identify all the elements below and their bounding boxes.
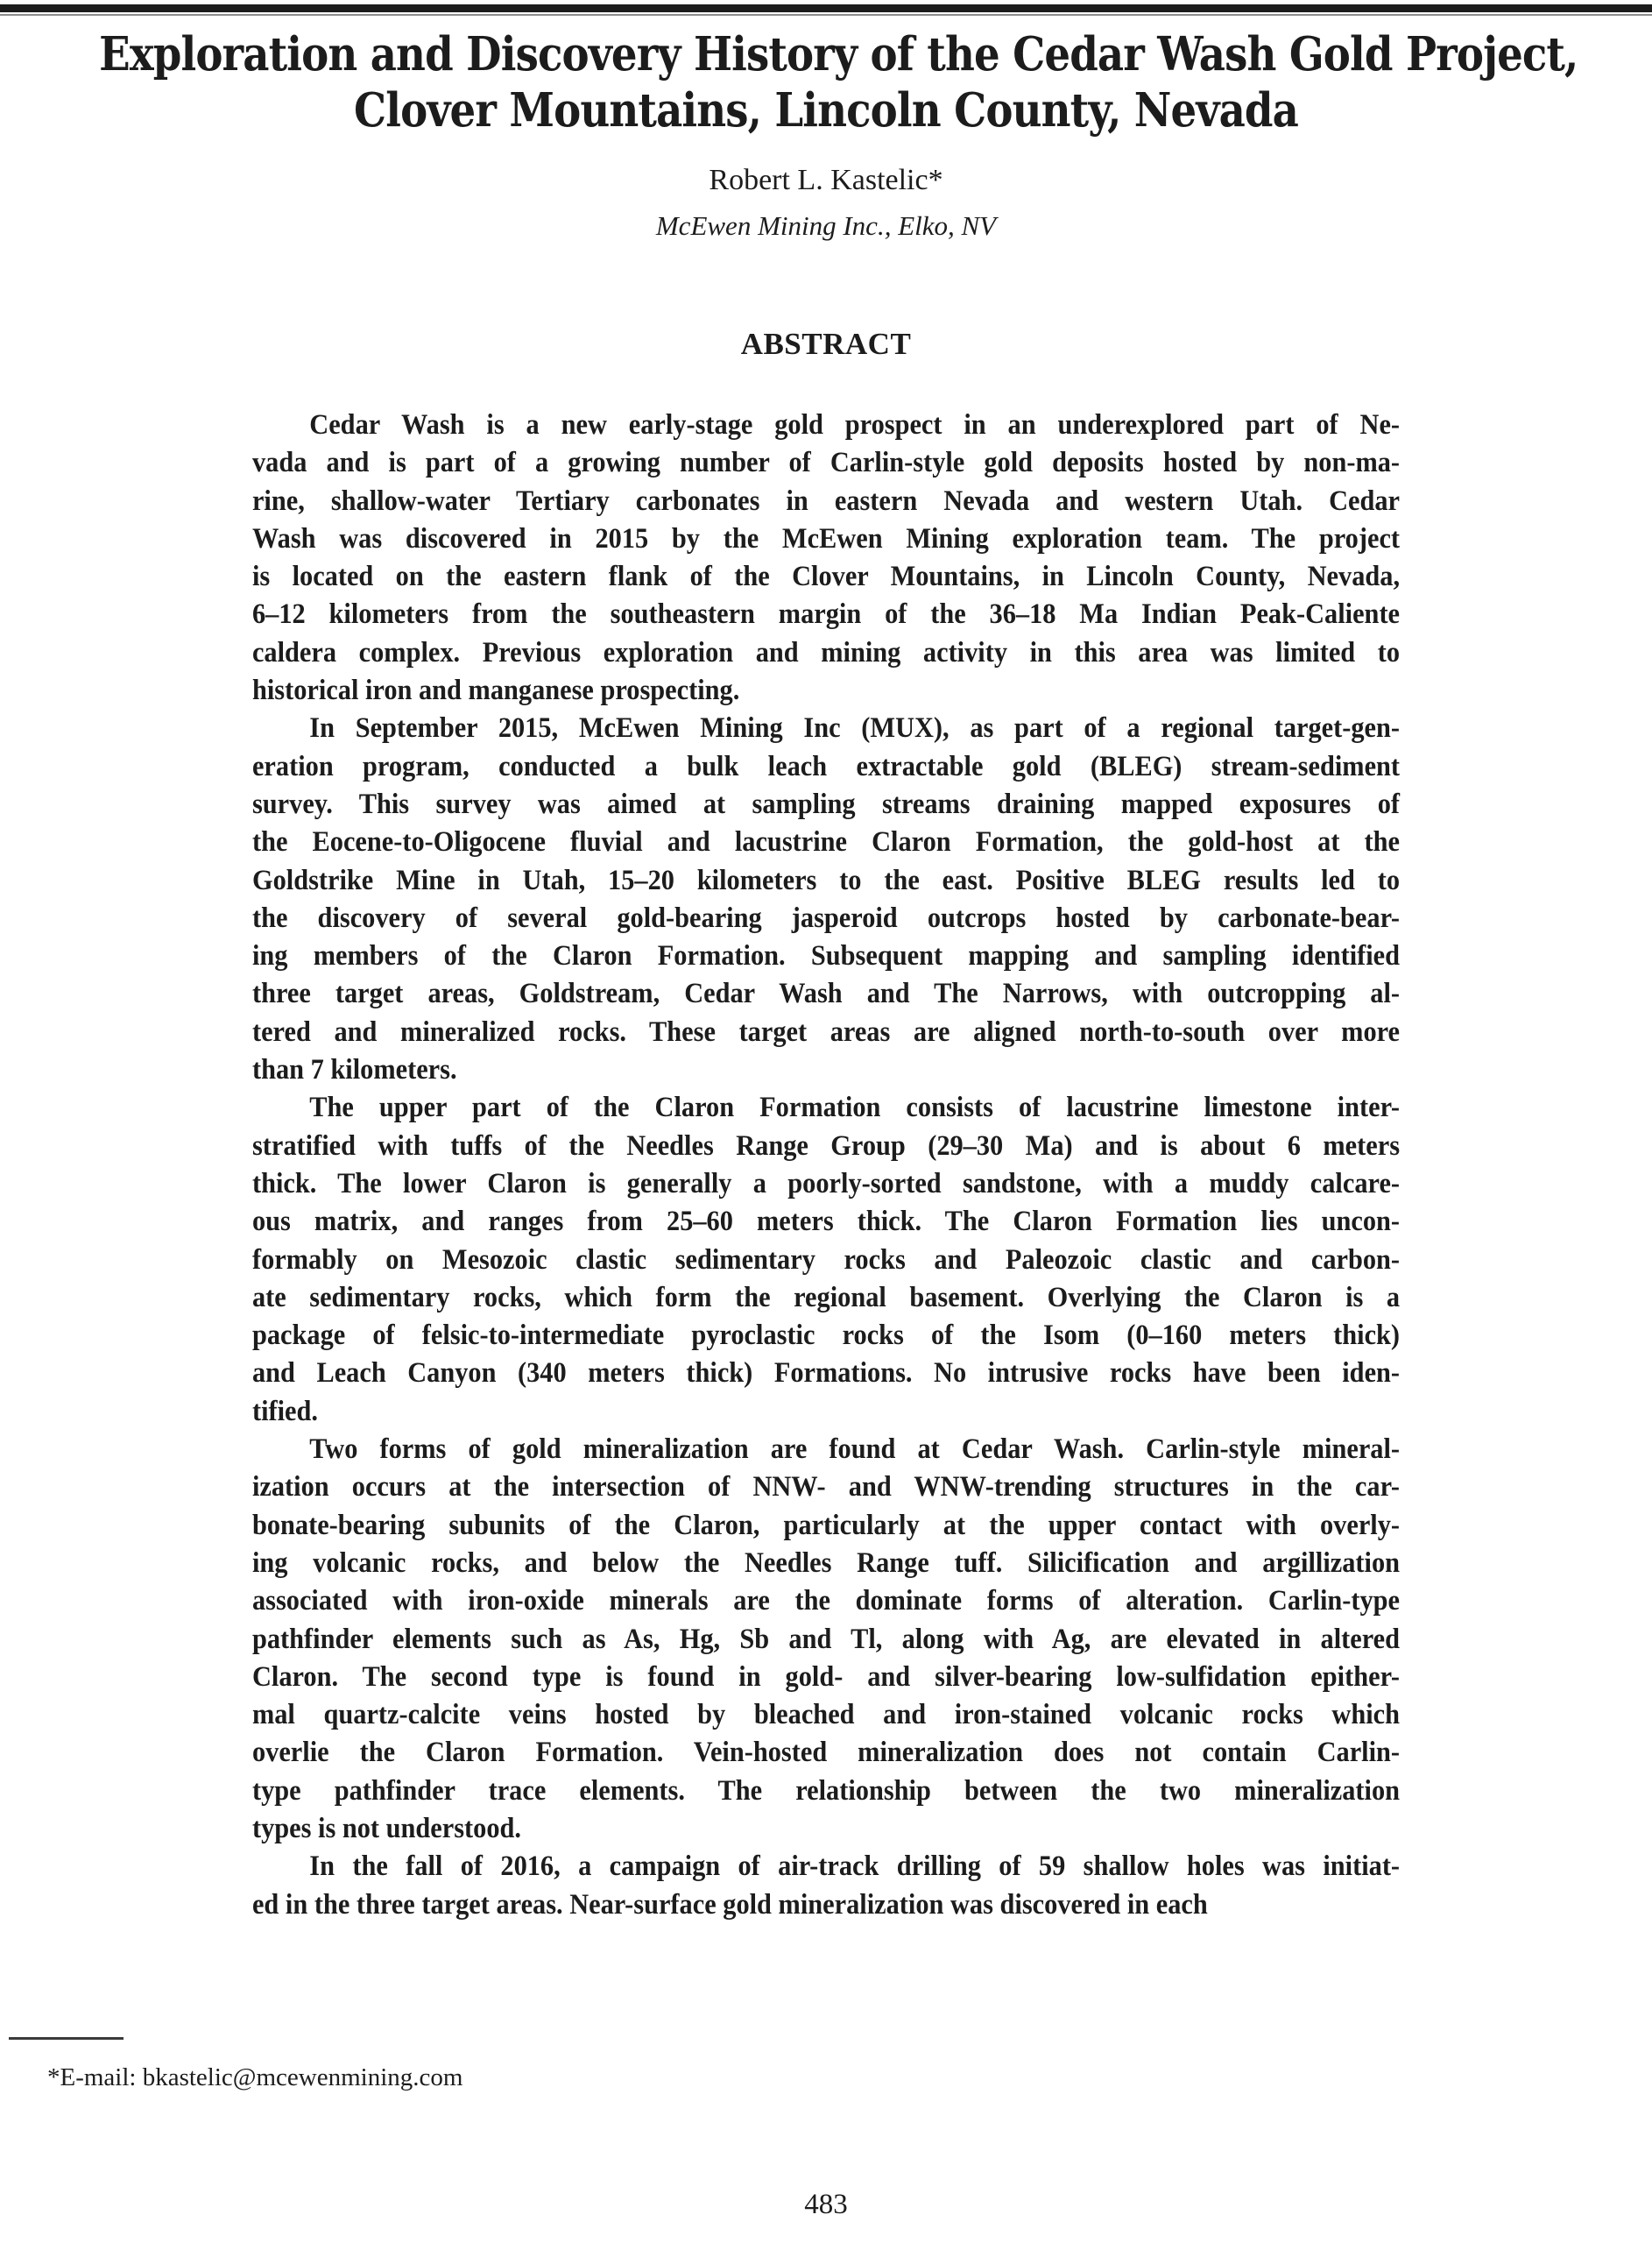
footnote-email: *E-mail: bkastelic@mcewenmining.com <box>47 2063 463 2091</box>
text-line: is located on the eastern flank of the Clover Mountains, in Lincoln County, Nevada, <box>251 561 1401 593</box>
text-line: Goldstrike Mine in Utah, 15–20 kilometers to the east. Positive BLEG results led to <box>251 864 1401 896</box>
text-line: Claron. The second type is found in gold- and silver-bearing low-sulfidation epither- <box>251 1660 1401 1693</box>
text-line: package of felsic-to-intermediate pyroclastic rocks of the Isom (0–160 meters thick) <box>251 1320 1401 1352</box>
text-line: In September 2015, McEwen Mining Inc (MUX), as part of a regional target-gen- <box>309 712 1401 745</box>
text-line: In the fall of 2016, a campaign of air-track drilling of 59 shallow holes was initiat- <box>309 1850 1401 1883</box>
page-number: 483 <box>804 2189 848 2220</box>
text-line: ed in the three target areas. Near-surface gold mineralization was discovered in each <box>251 1888 1208 1921</box>
text-line: stratified with tuffs of the Needles Range Group (29–30 Ma) and is about 6 meters <box>251 1129 1401 1162</box>
abstract-paragraph <box>252 407 1400 710</box>
paper-title-line-2: Clover Mountains, Lincoln County, Nevada <box>354 83 1298 138</box>
abstract-paragraph <box>252 710 1400 1089</box>
top-rule-black <box>0 4 1652 12</box>
text-line: The upper part of the Claron Formation consists of lacustrine limestone inter- <box>309 1092 1401 1124</box>
paper-title <box>99 26 1578 138</box>
text-line: bonate-bearing subunits of the Claron, particularly at the upper contact with overly- <box>251 1509 1401 1541</box>
text-line: 6–12 kilometers from the southeastern margin of the 36–18 Ma Indian Peak-Caliente <box>251 598 1401 631</box>
text-line: survey. This survey was aimed at sampling streams draining mapped exposures of <box>251 788 1401 820</box>
text-line: than 7 kilometers. <box>251 1054 457 1086</box>
text-line: and Leach Canyon (340 meters thick) Formations. No intrusive rocks have been iden- <box>251 1357 1401 1390</box>
text-line: mal quartz-calcite veins hosted by bleached and iron-stained volcanic rocks which <box>251 1699 1401 1731</box>
text-line: the Eocene-to-Oligocene fluvial and lacustrine Claron Formation, the gold-host at the <box>251 826 1401 859</box>
text-line: ing members of the Claron Formation. Subsequent mapping and sampling identified <box>251 940 1401 973</box>
text-line: formably on Mesozoic clastic sedimentary rocks and Paleozoic clastic and carbon- <box>251 1243 1401 1276</box>
text-line: Cedar Wash is a new early-stage gold prospect in an underexplored part of Ne- <box>309 409 1401 441</box>
text-line: tered and mineralized rocks. These target areas are aligned north-to-south over more <box>251 1015 1401 1048</box>
text-line: ate sedimentary rocks, which form the regional basement. Overlying the Claron is a <box>251 1281 1401 1313</box>
text-line: Wash was discovered in 2015 by the McEwen Mining exploration team. The project <box>251 522 1401 555</box>
text-line: types is not understood. <box>251 1812 521 1844</box>
abstract-heading: ABSTRACT <box>740 327 912 361</box>
text-line: ization occurs at the intersection of NNW- and WNW-trending structures in the car- <box>251 1471 1401 1504</box>
footnote-rule <box>9 2037 124 2040</box>
text-line: associated with iron-oxide minerals are the dominate forms of alteration. Carlin-type <box>251 1585 1401 1617</box>
text-line: ous matrix, and ranges from 25–60 meters thick. The Claron Formation lies uncon- <box>251 1206 1401 1238</box>
text-line: three target areas, Goldstream, Cedar Wash and The Narrows, with outcropping al- <box>251 978 1401 1010</box>
text-line: thick. The lower Claron is generally a poorly-sorted sandstone, with a muddy calcare- <box>251 1167 1401 1199</box>
paper-title-line-1: Exploration and Discovery History of the Cedar Wash Gold Project, <box>99 27 1578 81</box>
text-line: pathfinder elements such as As, Hg, Sb and Tl, along with Ag, are elevated in altered <box>251 1623 1401 1655</box>
text-line: Two forms of gold mineralization are found at Cedar Wash. Carlin-style mineral- <box>309 1433 1401 1466</box>
text-line: the discovery of several gold-bearing jasperoid outcrops hosted by carbonate-bear- <box>251 902 1401 934</box>
text-line: type pathfinder trace elements. The relationship between the two mineralization <box>251 1774 1401 1807</box>
text-line: overlie the Claron Formation. Vein-hosted mineralization does not contain Carlin- <box>251 1737 1401 1769</box>
abstract-body <box>252 407 1400 1924</box>
abstract-paragraph <box>252 1089 1400 1431</box>
text-line: ing volcanic rocks, and below the Needles Range tuff. Silicification and argillization <box>251 1546 1401 1579</box>
top-rule-gray <box>0 14 1652 16</box>
author-affiliation: McEwen Mining Inc., Elko, NV <box>655 210 997 241</box>
text-line: historical iron and manganese prospecting. <box>251 675 740 707</box>
abstract-paragraph <box>252 1431 1400 1848</box>
text-line: caldera complex. Previous exploration and mining activity in this area was limited to <box>251 636 1401 669</box>
text-line: vada and is part of a growing number of Carlin-style gold deposits hosted by non-ma- <box>251 447 1401 479</box>
text-line: rine, shallow-water Tertiary carbonates in eastern Nevada and western Utah. Cedar <box>251 485 1401 517</box>
author-name: Robert L. Kastelic* <box>709 164 943 196</box>
text-line: eration program, conducted a bulk leach extractable gold (BLEG) stream-sediment <box>251 750 1401 782</box>
text-line: tified. <box>251 1395 319 1427</box>
abstract-paragraph <box>252 1848 1400 1924</box>
